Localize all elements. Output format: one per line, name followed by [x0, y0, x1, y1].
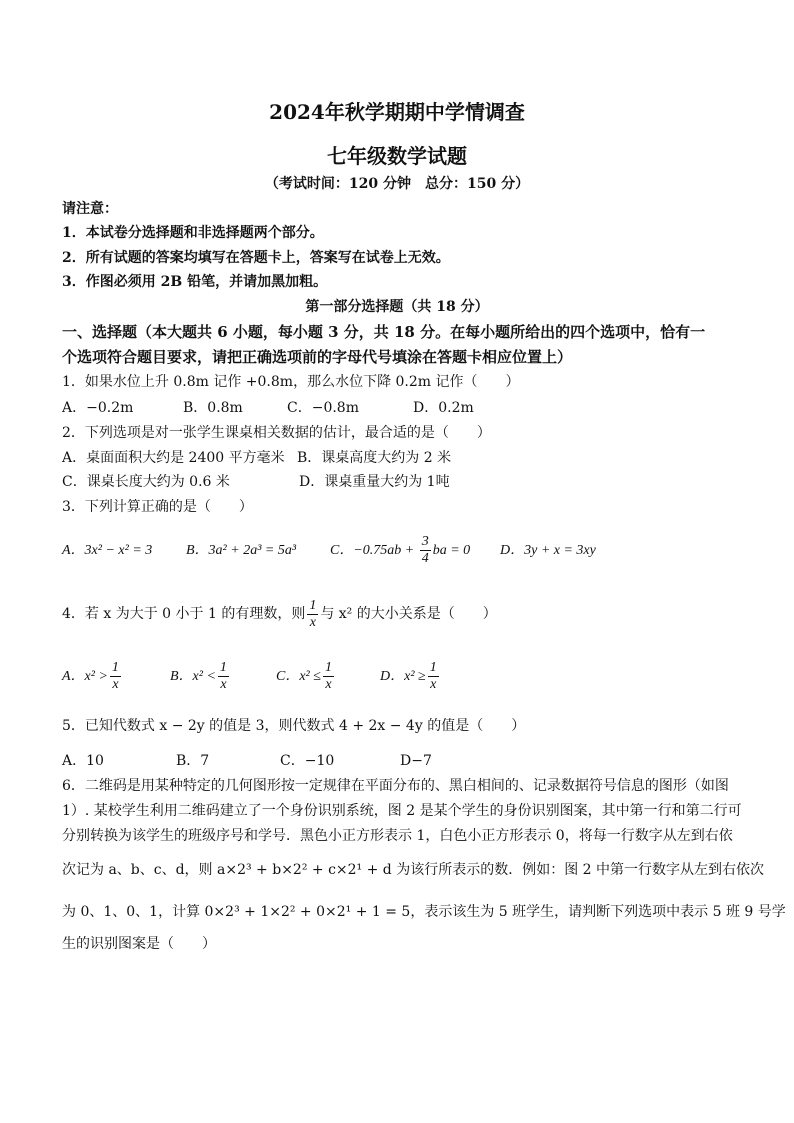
q4-c-num: 1 — [324, 659, 332, 675]
q3-option-b — [186, 540, 296, 561]
q1-stem: 1．如果水位上升 0.8m 记作 +0.8m，那么水位下降 0.2m 记作（ ） — [62, 374, 520, 390]
q4-option-b-text: B．x² < — [170, 669, 216, 684]
q4-frac-numerator: 1 — [309, 597, 317, 613]
q1-option-c: C．−0.8m — [287, 400, 359, 416]
q4-d-den: x — [430, 676, 437, 692]
q4-stem-b: 与 x² 的大小关系是（ ） — [320, 606, 497, 622]
q4-option-a — [62, 654, 123, 699]
q6-line-6: 生的识别图案是（ ） — [62, 936, 216, 952]
q1-option-b: B．0.8m — [183, 400, 243, 416]
q3-option-c — [330, 528, 470, 573]
q3-option-c-text: C．−0.75ab + — [330, 543, 418, 558]
exam-subtitle: 七年级数学试题 — [327, 144, 467, 168]
q3-frac-numerator: 3 — [421, 533, 429, 549]
q5-option-b: B．7 — [176, 753, 210, 769]
q4-a-den: x — [112, 676, 119, 692]
q5-option-a: A．10 — [62, 753, 104, 769]
exam-info: （考试时间：120 分钟 总分：150 分） — [264, 176, 530, 192]
q5-option-c: C．−10 — [280, 753, 335, 769]
q4-stem-a: 4．若 x 为大于 0 小于 1 的有理数，则 — [62, 606, 306, 622]
q4-d-num: 1 — [429, 659, 437, 675]
q3-frac-denominator: 4 — [421, 550, 429, 566]
q4-option-a-frac — [110, 660, 121, 693]
q4-option-c — [276, 654, 336, 699]
q4-stem — [62, 592, 497, 636]
section-instructions-2: 个选项符合题目要求，请把正确选项前的字母代号填涂在答题卡相应位置上） — [62, 348, 573, 366]
notice-item-2: 2．所有试题的答案均填写在答题卡上，答案写在试卷上无效。 — [62, 250, 450, 266]
q3-stem: 3．下列计算正确的是（ ） — [62, 499, 253, 515]
q1-option-a: A．−0.2m — [62, 400, 134, 416]
q4-c-den: x — [325, 676, 332, 692]
q3-option-a-text: A．3x² − x² = 3 — [62, 543, 153, 558]
q2-option-c: C．课桌长度大约为 0.6 米 — [62, 474, 230, 490]
q4-a-num: 1 — [111, 659, 119, 675]
q3-option-d — [500, 540, 596, 561]
q4-option-b-frac — [218, 660, 229, 693]
q4-option-d — [380, 654, 441, 699]
q6-line-3: 分别转换为该学生的班级序号和学号．黑色小正方形表示 1，白色小正方形表示 0，将每一行数字从左到右依 — [62, 828, 733, 844]
q3-option-b-text: B．3a² + 2a³ = 5a³ — [186, 543, 297, 558]
q4-option-b — [170, 654, 231, 699]
q2-stem: 2．下列选项是对一张学生课桌相关数据的估计，最合适的是（ ） — [62, 425, 491, 441]
q4-b-den: x — [220, 676, 227, 692]
q4-option-c-text: C．x² ≤ — [276, 669, 321, 684]
q4-b-num: 1 — [219, 659, 227, 675]
q6-line-4: 次记为 a、b、c、d，则 a×2³ + b×2² + c×2¹ + d 为该行所表示的数．例如：图 2 中第一行数字从左到右依次 — [62, 862, 765, 878]
section-instructions-1: 一、选择题（本大题共 6 小题，每小题 3 分，共 18 分。在每小题所给出的四个选项中，恰有一 — [62, 323, 706, 341]
q6-line-2: 1）. 某校学生利用二维码建立了一个身份识别系统，图 2 是某个学生的身份识别图案，其中第一行和第二行可 — [62, 803, 742, 819]
q4-frac-denominator: x — [309, 614, 316, 630]
q3-option-d-text: D．3y + x = 3xy — [500, 543, 596, 558]
q2-option-b: B．课桌高度大约为 2 米 — [297, 450, 452, 466]
q5-stem: 5．已知代数式 x − 2y 的值是 3，则代数式 4 + 2x − 4y 的值是（ ） — [62, 718, 526, 734]
q2-option-d: D．课桌重量大约为 1吨 — [299, 474, 450, 490]
notice-item-3: 3．作图必须用 2B 铅笔，并请加黑加粗。 — [62, 274, 328, 290]
notice-heading: 请注意： — [62, 201, 118, 217]
q4-option-a-text: A．x² > — [62, 669, 108, 684]
q4-option-d-frac — [428, 660, 439, 693]
q4-fraction — [307, 598, 318, 631]
q3-option-a — [62, 540, 152, 561]
q6-line-1: 6．二维码是用某种特定的几何图形按一定规律在平面分布的、黑白相间的、记录数据符号信息的图形（如图 — [62, 778, 729, 794]
q4-option-c-frac — [323, 660, 334, 693]
q6-line-5: 为 0、1、0、1，计算 0×2³ + 1×2² + 0×2¹ + 1 = 5，表示该生为 5 班学生，请判断下列选项中表示 5 班 9 号学 — [62, 904, 786, 920]
q4-option-d-text: D．x² ≥ — [380, 669, 426, 684]
exam-title: 2024年秋学期期中学情调查 — [269, 100, 525, 124]
q5-option-d: D−7 — [400, 753, 432, 769]
notice-item-1: 1．本试卷分选择题和非选择题两个部分。 — [62, 225, 324, 241]
part1-heading: 第一部分选择题（共 18 分） — [305, 299, 489, 315]
q3-option-c-text-2: ba = 0 — [432, 543, 471, 558]
q2-option-a: A．桌面面积大约是 2400 平方毫米 — [62, 450, 285, 466]
q3-fraction — [420, 534, 431, 567]
q1-option-d: D．0.2m — [413, 400, 474, 416]
